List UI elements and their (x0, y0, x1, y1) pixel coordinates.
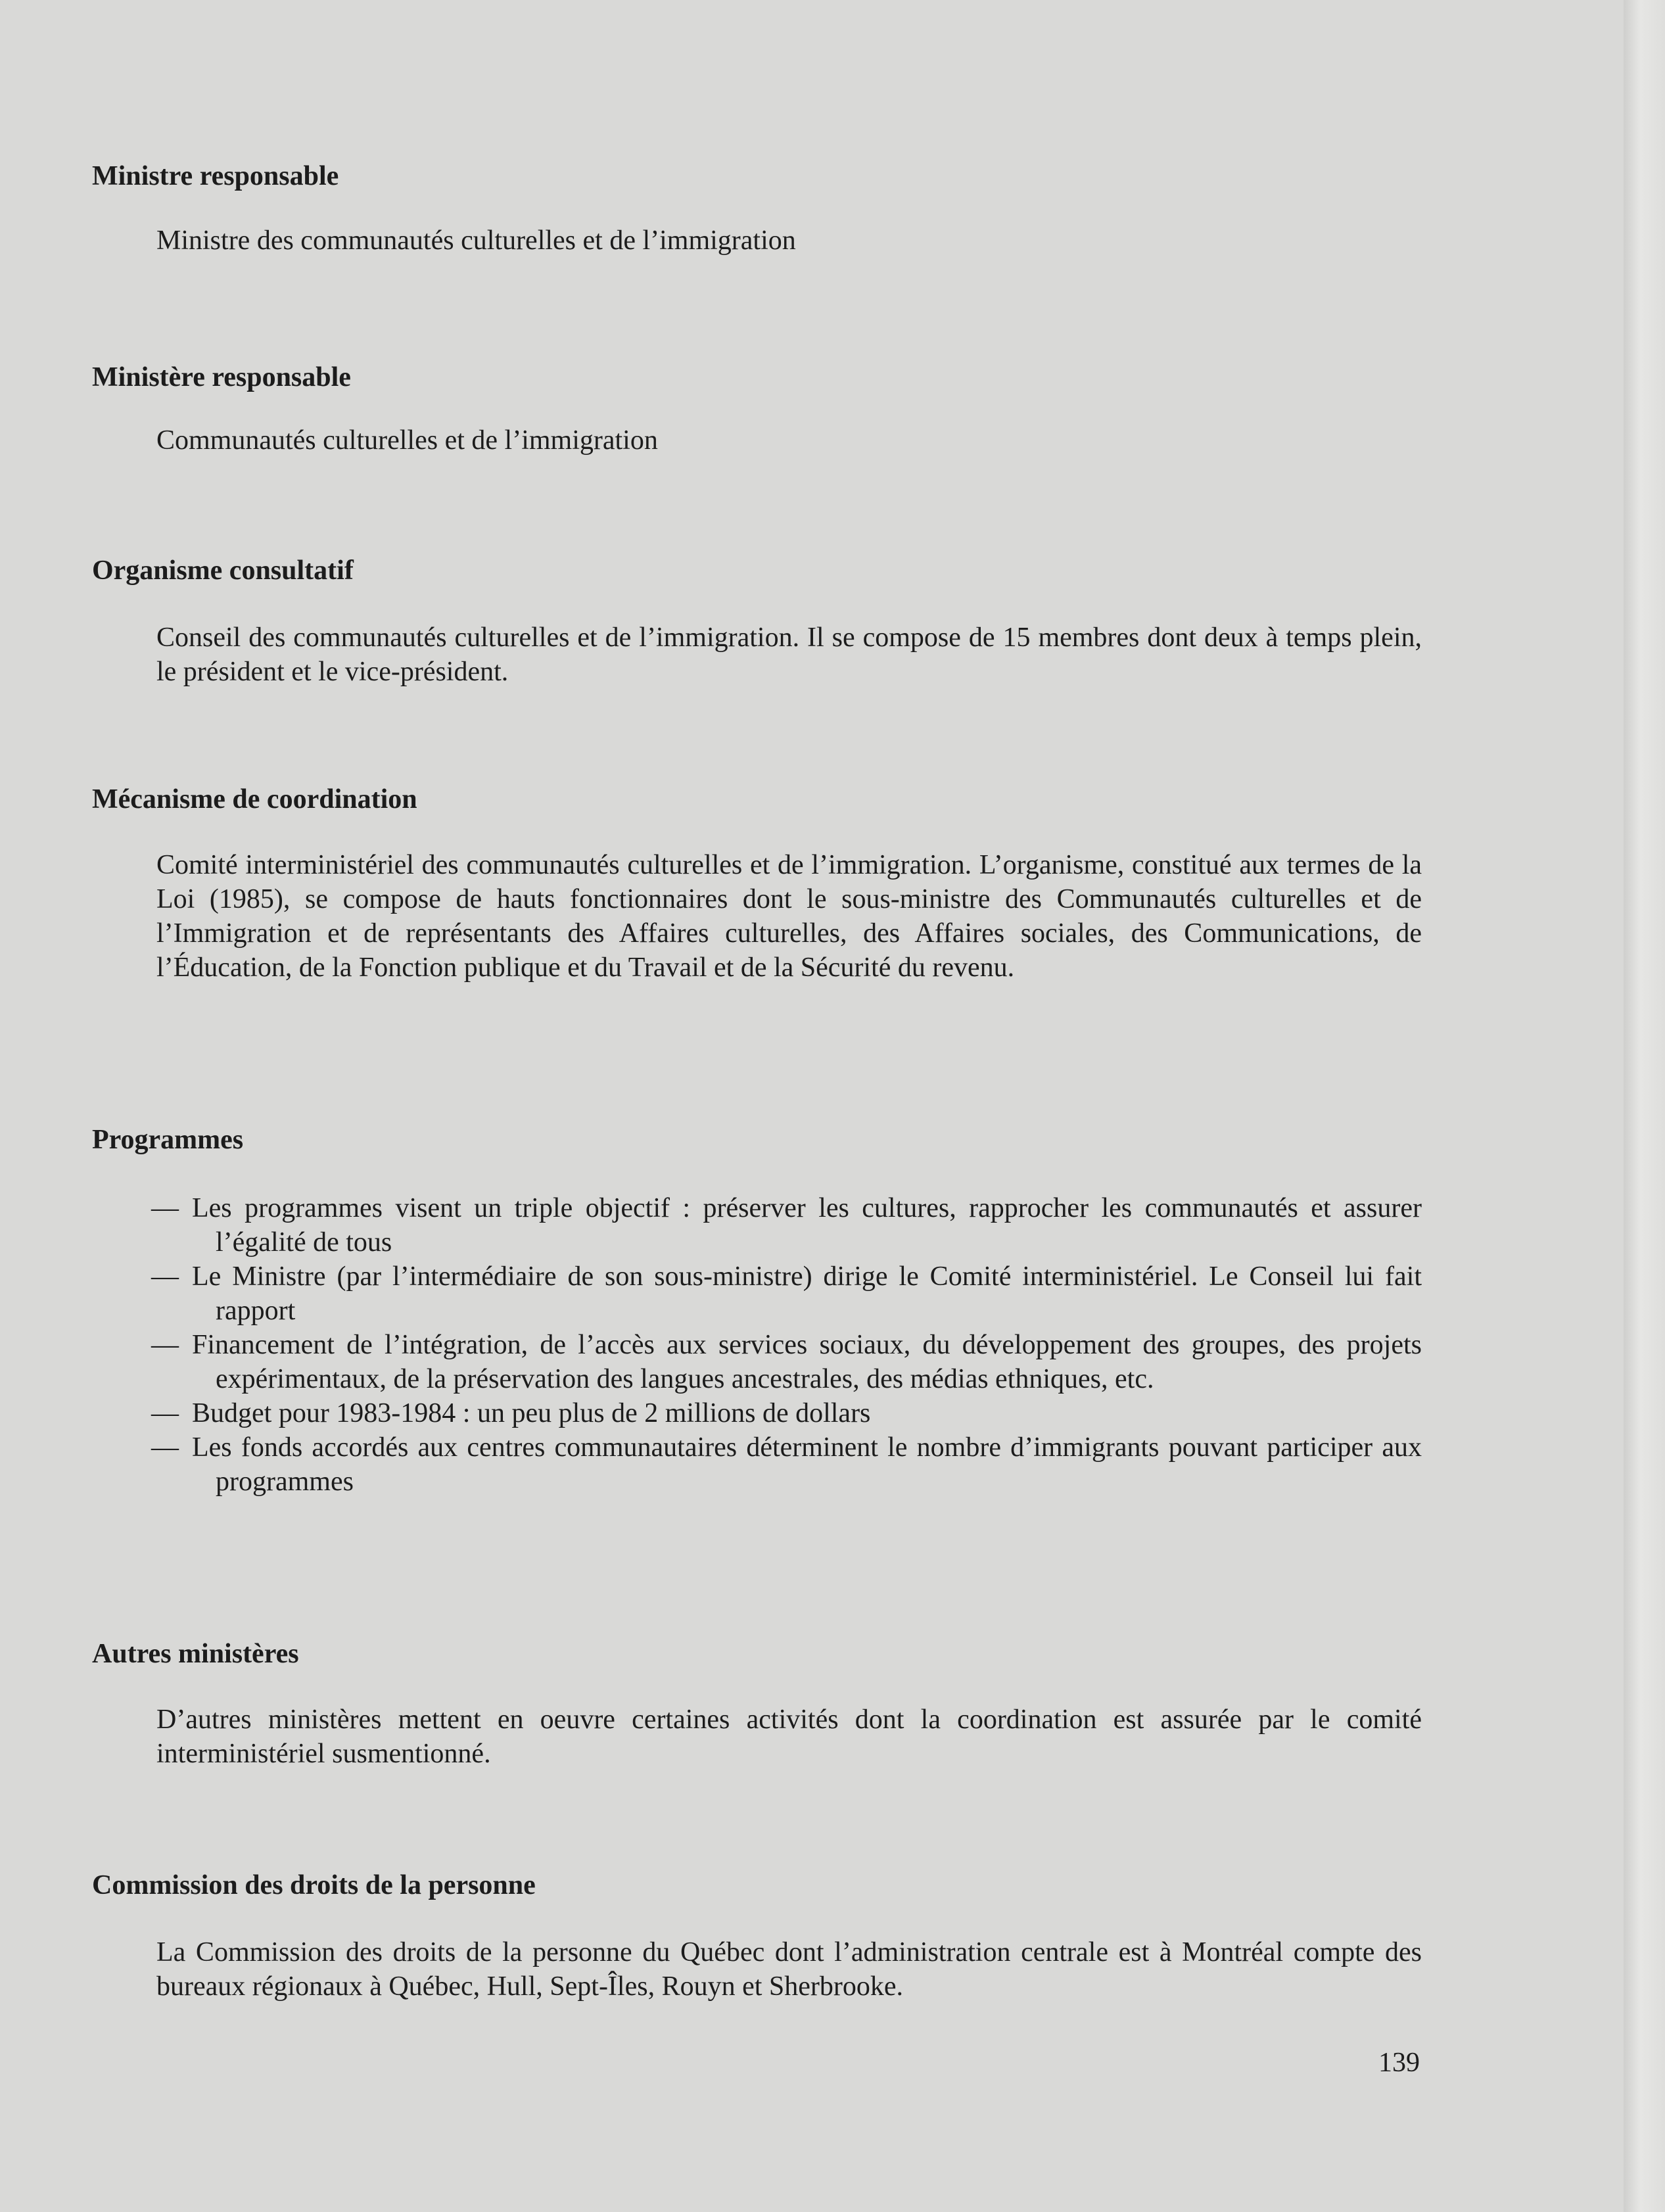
dash-bullet: — (151, 1432, 179, 1463)
heading-commission-droits: Commission des droits de la personne (92, 1870, 536, 1900)
list-item (151, 1396, 1422, 1430)
programmes-list (151, 1191, 1422, 1499)
list-item-text: Budget pour 1983-1984 : un peu plus de 2 millions de dollars (192, 1398, 871, 1428)
dash-bullet: — (151, 1398, 179, 1428)
list-item (151, 1259, 1422, 1328)
list-item (151, 1328, 1422, 1396)
heading-ministre-responsable: Ministre responsable (92, 161, 339, 191)
dash-bullet: — (151, 1193, 179, 1223)
list-item (151, 1191, 1422, 1259)
list-item-text: Les fonds accordés aux centres communautaires déterminent le nombre d’immigrants pouvant participer aux programmes (192, 1432, 1422, 1497)
heading-programmes: Programmes (92, 1125, 244, 1155)
list-item (151, 1430, 1422, 1499)
paragraph-ministere-responsable: Communautés culturelles et de l’immigration (156, 425, 658, 456)
dash-bullet: — (151, 1330, 179, 1360)
heading-autres-ministeres: Autres ministères (92, 1639, 299, 1669)
heading-organisme-consultatif: Organisme consultatif (92, 555, 354, 586)
paragraph-autres-ministeres: D’autres ministères mettent en oeuvre certaines activités dont la coordination est assurée par le comité interministériel susmentionné. (156, 1705, 1422, 1769)
list-item-text: Financement de l’intégration, de l’accès aux services sociaux, du développement des groupes, des projets expérimentaux, de la préservation des langues ancestrales, des médias ethniques, etc. (192, 1330, 1422, 1394)
dash-bullet: — (151, 1261, 179, 1292)
list-item-text: Les programmes visent un triple objectif : préserver les cultures, rapprocher les communautés et assurer l’égalité de tous (192, 1193, 1422, 1258)
heading-mecanisme-coordination: Mécanisme de coordination (92, 784, 417, 814)
paragraph-ministre-responsable: Ministre des communautés culturelles et de l’immigration (156, 225, 796, 256)
page-number: 139 (1378, 2048, 1420, 2078)
heading-ministere-responsable: Ministère responsable (92, 362, 351, 392)
paragraph-organisme-consultatif: Conseil des communautés culturelles et de l’immigration. Il se compose de 15 membres dont deux à temps plein, le président et le vice-président. (156, 623, 1422, 687)
paragraph-mecanisme-coordination: Comité interministériel des communautés culturelles et de l’immigration. L’organisme, constitué aux termes de la Loi (1985), se compose de hauts fonctionnaires dont le sous-ministre des Communautés culturelles et de l’Immigration et de représentants des Affaires culturelles, des Affaires sociales, des Communications, de l’Éducation, de la Fonction publique et du Travail et de la Sécurité du revenu. (156, 850, 1422, 983)
paragraph-commission-droits: La Commission des droits de la personne du Québec dont l’administration centrale est à Montréal compte des bureaux régionaux à Québec, Hull, Sept-Îles, Rouyn et Sherbrooke. (156, 1937, 1422, 2002)
page-edge (1624, 0, 1665, 2212)
list-item-text: Le Ministre (par l’intermédiaire de son sous-ministre) dirige le Comité interministériel. Le Conseil lui fait rapport (192, 1261, 1422, 1326)
